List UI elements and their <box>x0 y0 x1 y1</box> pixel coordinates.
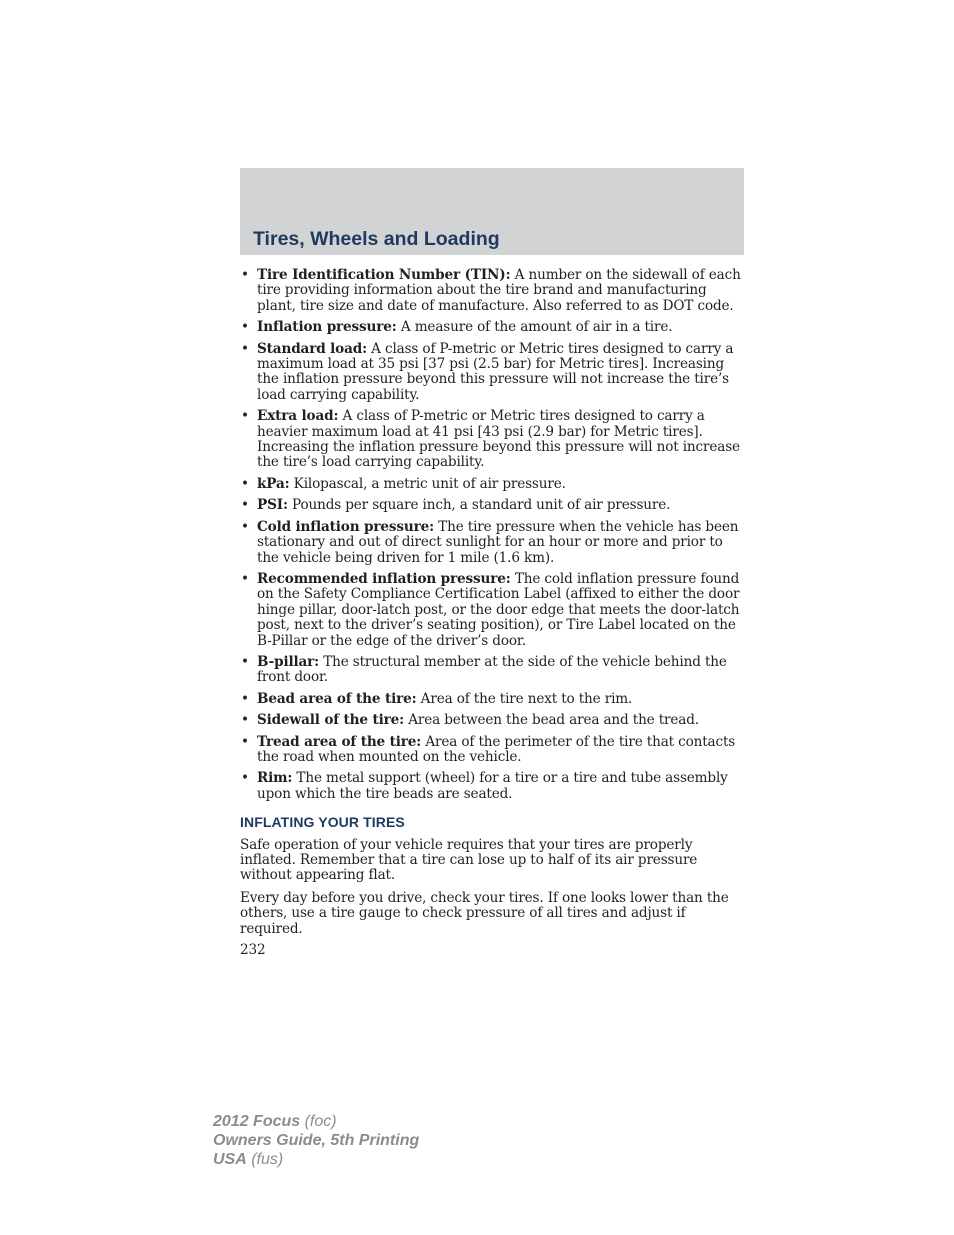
definition-item <box>240 655 746 686</box>
definition-item <box>240 498 746 513</box>
footer-line-market <box>213 1150 419 1169</box>
definition-text: A measure of the amount of air in a tire. <box>396 319 673 336</box>
body-paragraph: Safe operation of your vehicle requires that your tires are properly inflated. Remember that a tire can lose up to half of its air pressure without appearing flat. <box>240 836 698 884</box>
footer-edition: Owners Guide, 5th Printing <box>213 1132 420 1149</box>
definition-item <box>240 477 746 492</box>
definition-text: The cold inflation pressure found on the Safety Compliance Certification Label (affixed to either the door hinge pillar, door-latch post, or the door edge that meets the door-latch post, next to the driver’s seating position), or Tire Label located on the B-Pillar or the edge of the driver’s door. <box>257 570 740 649</box>
page-number: 232 <box>240 942 266 959</box>
footer-model: 2012 Focus <box>213 1113 301 1130</box>
section-header-band <box>240 168 744 255</box>
section-title: Tires, Wheels and Loading <box>253 228 500 250</box>
definition-term: B-pillar: <box>257 653 320 670</box>
definition-text: Area of the tire next to the rim. <box>416 690 633 707</box>
definition-term: Tread area of the tire: <box>257 733 422 750</box>
definition-item <box>240 342 746 404</box>
definition-item <box>240 735 746 766</box>
definition-text: The tire pressure when the vehicle has been stationary and out of direct sunlight for an hour or more and prior to the vehicle being driven for 1 mile (1.6 km). <box>257 518 739 566</box>
definition-text: A number on the sidewall of each tire providing information about the tire brand and manufacturing plant, tire size and date of manufacture. Also referred to as DOT code. <box>257 267 741 314</box>
definition-term: kPa: <box>257 475 290 492</box>
footer-market-code: (fus) <box>246 1151 284 1168</box>
definition-item <box>240 320 746 335</box>
definition-text: Area of the perimeter of the tire that contacts the road when mounted on the vehicle. <box>257 733 736 765</box>
definitions-list <box>240 268 746 802</box>
body-paragraph: Every day before you drive, check your tires. If one looks lower than the others, use a tire gauge to check pressure of all tires and adjust if required. <box>240 889 729 937</box>
definition-item <box>240 409 746 471</box>
definition-term: Standard load: <box>257 340 367 357</box>
definition-term: Inflation pressure: <box>257 319 397 336</box>
definition-term: Tire Identification Number (TIN): <box>257 267 511 283</box>
definition-term: Recommended inflation pressure: <box>257 570 511 587</box>
definition-term: Sidewall of the tire: <box>257 712 405 729</box>
definition-term: Cold inflation pressure: <box>257 518 435 535</box>
definition-text: A class of P-metric or Metric tires designed to carry a maximum load at 35 psi [37 psi (2.5 bar) for Metric tires]. Increasing the inflation pressure beyond this pressure will not increase the tire’s load carrying capability. <box>257 340 734 403</box>
definition-text: Area between the bead area and the tread. <box>404 712 699 729</box>
definition-item <box>240 520 746 566</box>
definition-text: Kilopascal, a metric unit of air pressure. <box>289 475 566 492</box>
definition-item <box>240 268 746 314</box>
definition-item <box>240 771 746 802</box>
footer-line-model <box>213 1112 419 1131</box>
print-footer <box>213 1112 419 1169</box>
definition-text: The structural member at the side of the vehicle behind the front door. <box>257 653 727 686</box>
definition-item <box>240 692 746 707</box>
subsection-heading: INFLATING YOUR TIRES <box>240 814 405 831</box>
footer-line-edition <box>213 1131 419 1150</box>
definition-term: PSI: <box>257 497 288 514</box>
definition-term: Extra load: <box>257 408 339 425</box>
page-content <box>240 268 746 958</box>
definition-item <box>240 713 746 728</box>
definition-item <box>240 572 746 649</box>
footer-market: USA <box>213 1151 247 1168</box>
definition-text: The metal support (wheel) for a tire or a tire and tube assembly upon which the tire beads are seated. <box>257 770 728 802</box>
definition-text: A class of P-metric or Metric tires designed to carry a heavier maximum load at 41 psi [43 psi (2.9 bar) for Metric tires]. Increasing the inflation pressure beyond this pressure will not increase the tire’s load carrying capability. <box>257 408 740 471</box>
definition-term: Rim: <box>257 770 293 787</box>
definition-text: Pounds per square inch, a standard unit of air pressure. <box>287 497 671 514</box>
footer-model-code: (foc) <box>300 1113 337 1130</box>
definition-term: Bead area of the tire: <box>257 690 417 707</box>
